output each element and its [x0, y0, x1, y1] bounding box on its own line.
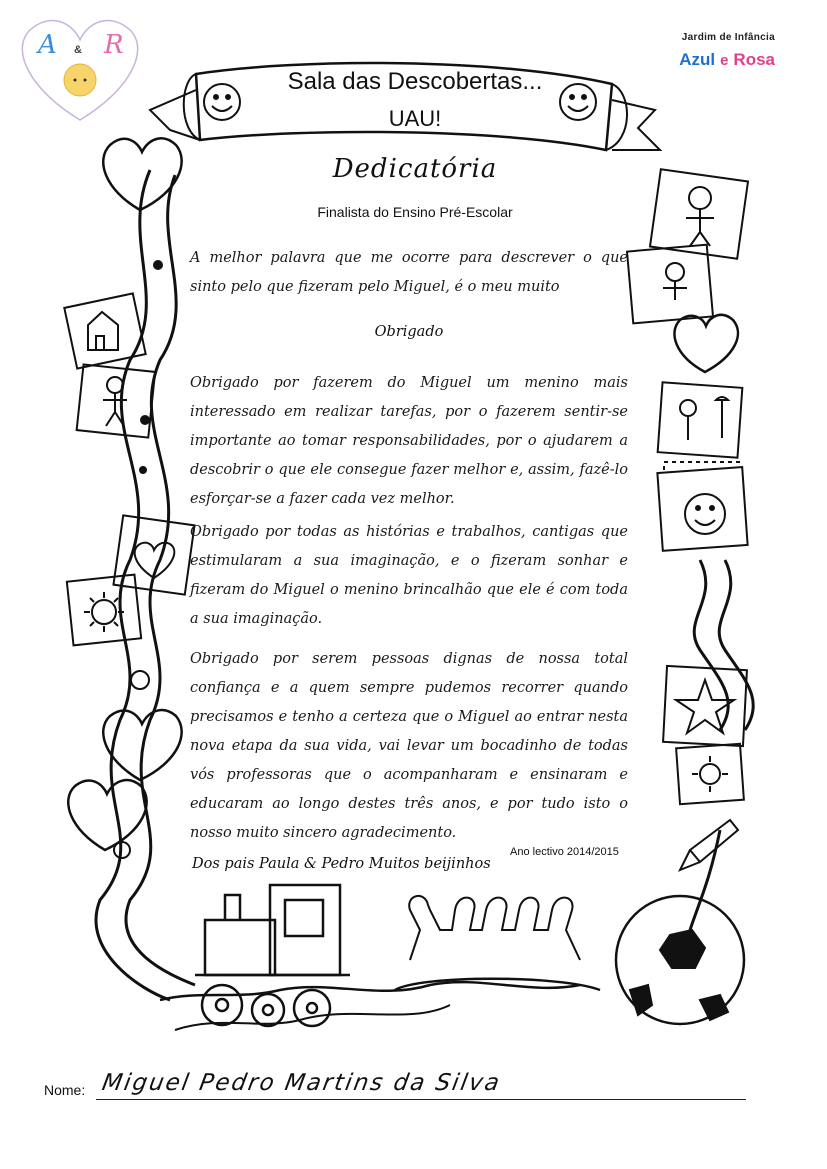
- school-name-pink: Rosa: [733, 50, 775, 69]
- banner-title: Sala das Descobertas...: [287, 68, 543, 95]
- school-name-blue: Azul: [679, 50, 716, 69]
- document-heading: Dedicatória: [332, 154, 498, 184]
- paragraph-1: Obrigado por fazerem do Miguel um menino mais interessado em realizar tarefas, por o fazerem sentir-se importante ao tomar responsabilidades, por o ajudarem a descobrir o que ele consegue fazer melhor e, assim, fazê-lo esforçar-se a fazer cada vez melhor.: [190, 375, 628, 507]
- sun-card-icon: [676, 744, 744, 804]
- banner-subtitle: UAU!: [388, 106, 442, 131]
- school-label: Jardim de Infância: [681, 32, 775, 43]
- lollipop-card-icon: [658, 382, 743, 457]
- heart-card-icon: [113, 515, 194, 594]
- logo-letter-a: A: [38, 30, 57, 60]
- school-year: Ano lectivo 2014/2015: [510, 846, 619, 858]
- heart-icon: [674, 315, 738, 372]
- sun-card-icon: [67, 575, 141, 646]
- stick-figure-card-icon: [627, 245, 713, 324]
- signature: Dos pais Paula & Pedro Muitos beijinhos: [192, 856, 491, 872]
- train-icon: [195, 885, 350, 1026]
- school-name-and: e: [720, 52, 729, 69]
- house-card-icon: [64, 293, 145, 368]
- name-underline: [96, 1099, 746, 1100]
- logo-letter-r: R: [104, 30, 124, 60]
- paint-brush-icon: [680, 820, 738, 870]
- school-name: [679, 50, 775, 70]
- name-label: Nome:: [44, 1082, 86, 1098]
- star-card-icon: [663, 666, 747, 746]
- paragraph-3: Obrigado por serem pessoas dignas de nossa total confiança e a quem sempre pudemos recorrer quando precisamos e tenho a certeza que o Miguel ao entrar nesta nova etapa da sua vida, vai levar um bocadinho de todas vós professoras que o acompanharam e ensinaram e educaram ao longo destes três anos, e por tudo isto o nosso muito sincero agradecimento.: [190, 651, 628, 841]
- stick-figure-card-icon: [77, 364, 156, 437]
- name-field-handwritten: Miguel Pedro Martins da Silva: [100, 1070, 504, 1096]
- obrigado-heading: Obrigado: [374, 324, 444, 340]
- intro-paragraph: A melhor palavra que me ocorre para descrever o que sinto pelo que fizeram pelo Miguel, é o meu muito: [190, 250, 628, 295]
- heart-icon: [68, 780, 146, 850]
- smiley-card-icon: [657, 462, 747, 551]
- logo-ampersand: &: [74, 44, 82, 56]
- paper-dolls-icon: [395, 896, 600, 990]
- document-subheading: Finalista do Ensino Pré-Escolar: [317, 204, 513, 220]
- paragraph-2: Obrigado por todas as histórias e trabalhos, cantigas que estimularam a sua imaginação, e o fizeram sonhar e fizeram do Miguel o menino brincalhão que ele é com toda a sua imaginação.: [190, 524, 628, 627]
- soccer-ball-icon: [616, 896, 744, 1024]
